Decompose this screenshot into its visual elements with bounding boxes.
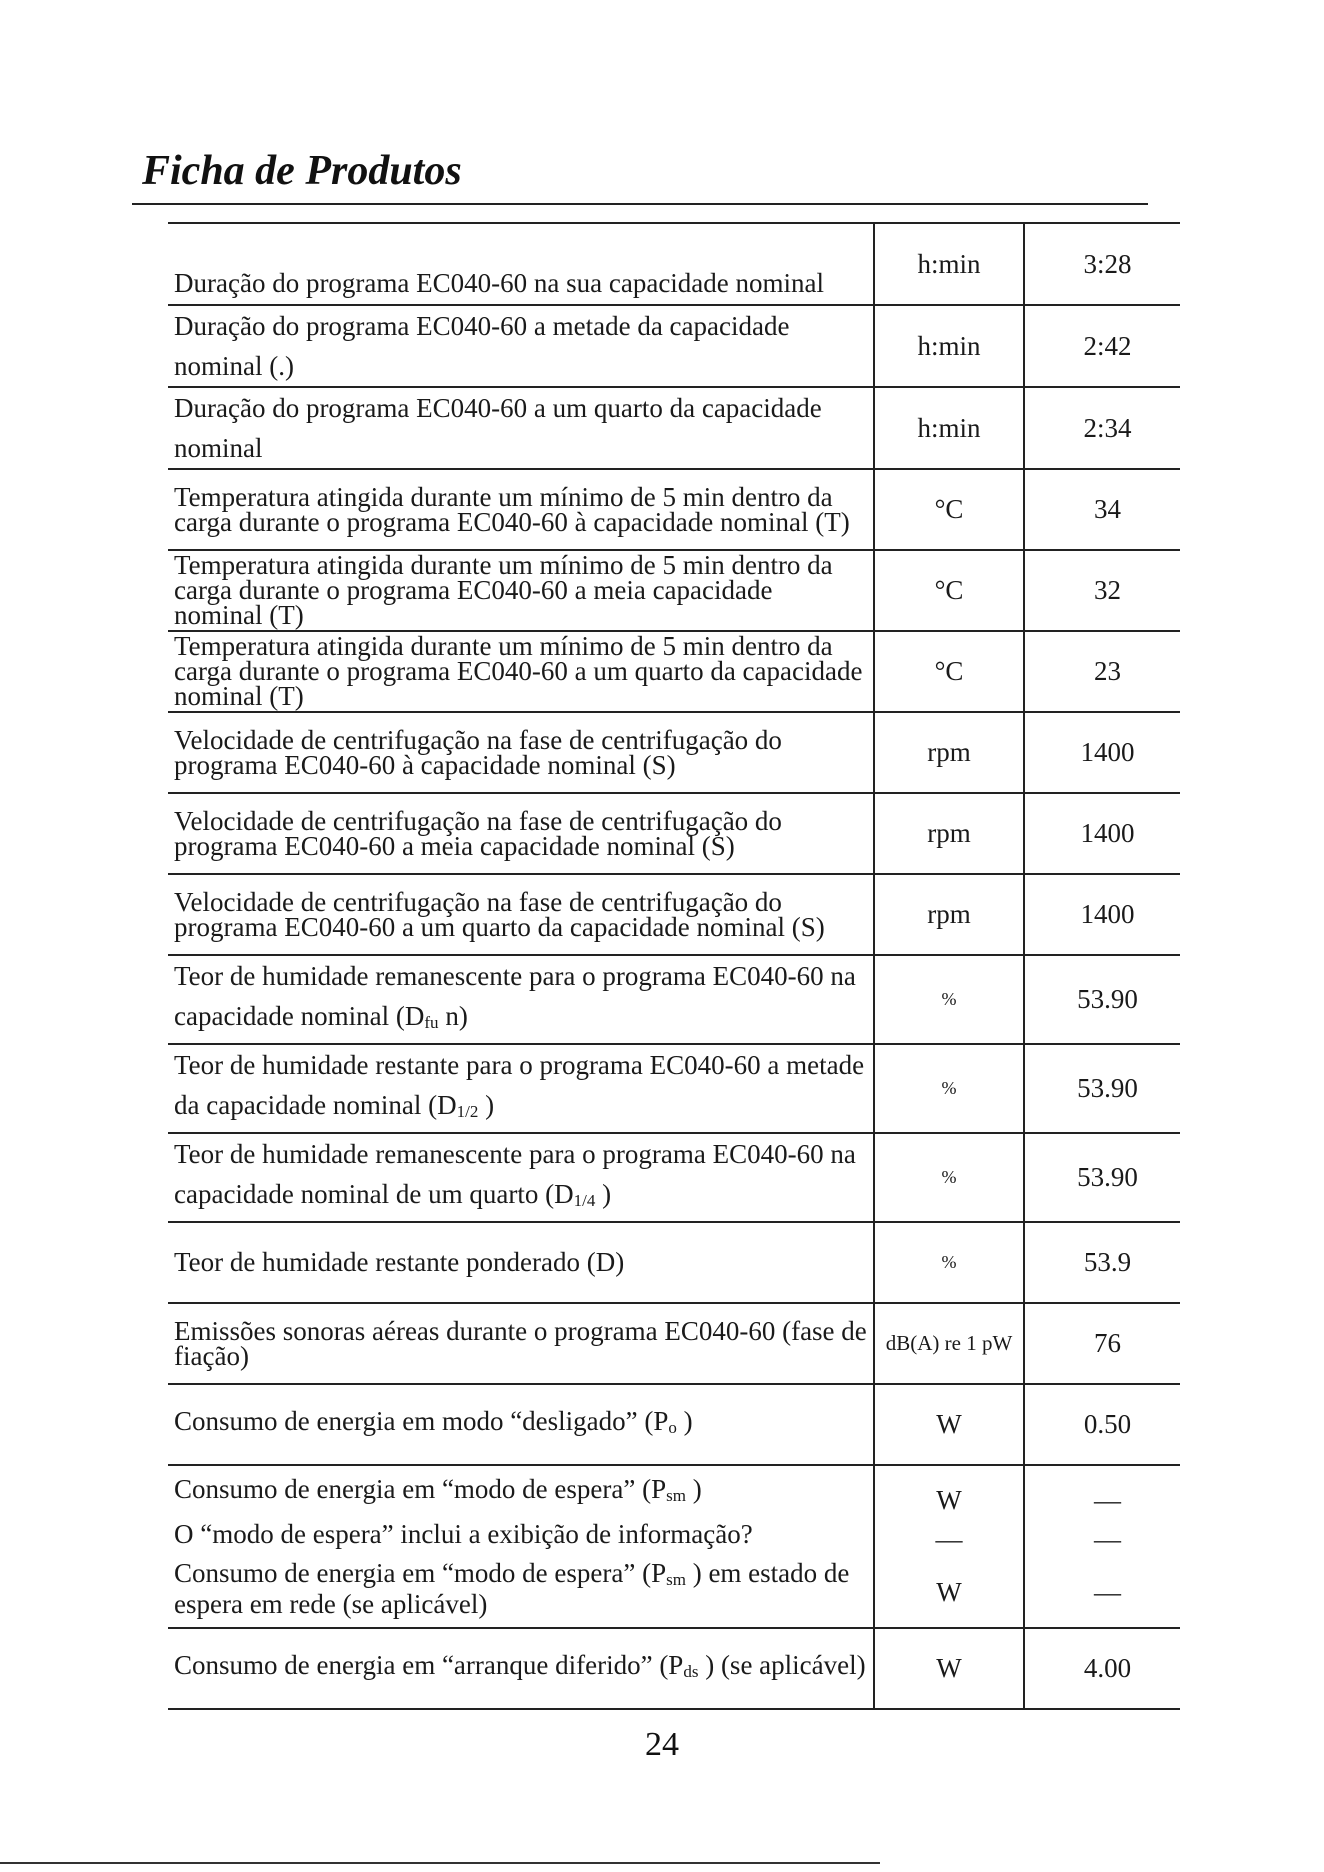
row-unit: h:min xyxy=(874,387,1024,469)
table-row xyxy=(168,1628,1180,1709)
row-label: Duração do programa EC040-60 a metade da capacidade nominal (.) xyxy=(168,305,874,387)
row-label: Temperatura atingida durante um mínimo de 5 min dentro da carga durante o programa EC040-60 à capacidade nominal (T) xyxy=(168,469,874,550)
row-label xyxy=(168,1628,874,1709)
row-value: 1400 xyxy=(1024,712,1180,793)
row-unit: W xyxy=(874,1628,1024,1709)
label-text: Consumo de energia em “modo de espera” (P xyxy=(174,1557,667,1588)
row-value: 0.50 xyxy=(1024,1384,1180,1465)
table-row xyxy=(168,712,1180,793)
label-subscript: ds xyxy=(683,1662,699,1681)
row-unit: % xyxy=(874,1044,1024,1133)
table-row xyxy=(168,1384,1180,1465)
row-label xyxy=(168,955,874,1044)
label-subscript: 1/4 xyxy=(573,1191,596,1210)
standby-units xyxy=(874,1465,1024,1628)
row-unit: °C xyxy=(874,550,1024,631)
standby-line xyxy=(174,1557,867,1619)
row-value: 2:42 xyxy=(1024,305,1180,387)
table-row xyxy=(168,469,1180,550)
table-row xyxy=(168,305,1180,387)
label-subscript: fu xyxy=(424,1013,439,1032)
row-value: 34 xyxy=(1024,469,1180,550)
row-label xyxy=(168,1384,874,1465)
row-unit: °C xyxy=(874,631,1024,712)
row-unit: rpm xyxy=(874,712,1024,793)
row-unit: % xyxy=(874,955,1024,1044)
row-value: 32 xyxy=(1024,550,1180,631)
row-label: Duração do programa EC040-60 a um quarto da capacidade nominal xyxy=(168,387,874,469)
row-value: — xyxy=(1094,1577,1121,1607)
table-row xyxy=(168,874,1180,955)
row-label: Velocidade de centrifugação na fase de centrifugação do programa EC040-60 a um quarto da capacidade nominal (S) xyxy=(168,874,874,955)
label-text: Consumo de energia em modo “desligado” (P xyxy=(174,1406,669,1436)
row-label: Temperatura atingida durante um mínimo de 5 min dentro da carga durante o programa EC040-60 a meia capacidade nominal (T) xyxy=(168,550,874,631)
table-row xyxy=(168,1044,1180,1133)
row-unit: W xyxy=(936,1485,962,1515)
row-value: 53.9 xyxy=(1024,1222,1180,1303)
row-label: Duração do programa EC040-60 na sua capacidade nominal xyxy=(168,223,874,305)
standby-row xyxy=(168,1465,1180,1628)
row-label: Emissões sonoras aéreas durante o programa EC040-60 (fase de fiação) xyxy=(168,1303,874,1384)
table-row xyxy=(168,631,1180,712)
row-value: 76 xyxy=(1024,1303,1180,1384)
row-label: Velocidade de centrifugação na fase de centrifugação do programa EC040-60 a meia capacidade nominal (S) xyxy=(168,793,874,874)
row-label: Temperatura atingida durante um mínimo de 5 min dentro da carga durante o programa EC040-60 a um quarto da capacidade nominal (T) xyxy=(168,631,874,712)
standby-line xyxy=(174,1473,867,1508)
bottom-divider xyxy=(0,1862,880,1864)
product-specs-table xyxy=(168,222,1180,1710)
page-title: Ficha de Produtos xyxy=(142,148,462,194)
row-value: 2:34 xyxy=(1024,387,1180,469)
table-row xyxy=(168,387,1180,469)
row-value: 3:28 xyxy=(1024,223,1180,305)
label-text: ) xyxy=(676,1406,693,1436)
row-value: — xyxy=(1094,1485,1121,1515)
row-label xyxy=(168,1044,874,1133)
title-divider xyxy=(132,203,1148,205)
label-subscript: sm xyxy=(666,1569,686,1589)
row-value: 1400 xyxy=(1024,793,1180,874)
row-unit: — xyxy=(935,1524,963,1554)
standby-values xyxy=(1024,1465,1180,1628)
label-text: Teor de humidade remanescente para o programa EC040-60 na capacidade nominal (D xyxy=(174,961,856,1031)
label-text: ) (se aplicável) xyxy=(698,1650,866,1680)
table-row xyxy=(168,793,1180,874)
label-text: ) xyxy=(478,1090,495,1120)
row-label xyxy=(168,1133,874,1222)
label-text: ) xyxy=(685,1473,702,1504)
row-unit: rpm xyxy=(874,874,1024,955)
table-row xyxy=(168,1222,1180,1303)
label-subscript: o xyxy=(668,1418,677,1437)
label-text: ) em estado de espera em rede (se aplicável) xyxy=(174,1557,850,1619)
label-text: Teor de humidade restante para o programa EC040-60 a metade da capacidade nominal (D xyxy=(174,1050,865,1120)
row-value: 4.00 xyxy=(1024,1628,1180,1709)
table-row xyxy=(168,955,1180,1044)
label-text: Teor de humidade remanescente para o programa EC040-60 na capacidade nominal de um quarto (D xyxy=(174,1139,856,1209)
row-unit: W xyxy=(874,1384,1024,1465)
row-value: 53.90 xyxy=(1024,1044,1180,1133)
row-unit: dB(A) re 1 pW xyxy=(874,1303,1024,1384)
row-value: 23 xyxy=(1024,631,1180,712)
page-number: 24 xyxy=(645,1726,679,1763)
label-text: n) xyxy=(438,1001,468,1031)
label-text: Consumo de energia em “arranque diferido” (P xyxy=(174,1650,684,1680)
table-row xyxy=(168,550,1180,631)
row-value: — xyxy=(1094,1524,1121,1554)
row-unit: rpm xyxy=(874,793,1024,874)
row-unit: % xyxy=(874,1133,1024,1222)
label-subscript: 1/2 xyxy=(456,1102,479,1121)
row-label: Teor de humidade restante ponderado (D) xyxy=(168,1222,874,1303)
label-text: Consumo de energia em “modo de espera” (P xyxy=(174,1473,667,1504)
table-row xyxy=(168,223,1180,305)
row-unit: W xyxy=(936,1577,962,1607)
row-value: 53.90 xyxy=(1024,1133,1180,1222)
row-value: 53.90 xyxy=(1024,955,1180,1044)
label-subscript: sm xyxy=(666,1485,686,1505)
label-text: ) xyxy=(595,1179,612,1209)
row-unit: % xyxy=(874,1222,1024,1303)
row-unit: h:min xyxy=(874,305,1024,387)
standby-labels xyxy=(168,1465,874,1628)
row-label: Velocidade de centrifugação na fase de centrifugação do programa EC040-60 à capacidade nominal (S) xyxy=(168,712,874,793)
table-row xyxy=(168,1133,1180,1222)
row-unit: °C xyxy=(874,469,1024,550)
row-unit: h:min xyxy=(874,223,1024,305)
row-value: 1400 xyxy=(1024,874,1180,955)
table-row xyxy=(168,1303,1180,1384)
standby-line: O “modo de espera” inclui a exibição de informação? xyxy=(174,1518,753,1549)
